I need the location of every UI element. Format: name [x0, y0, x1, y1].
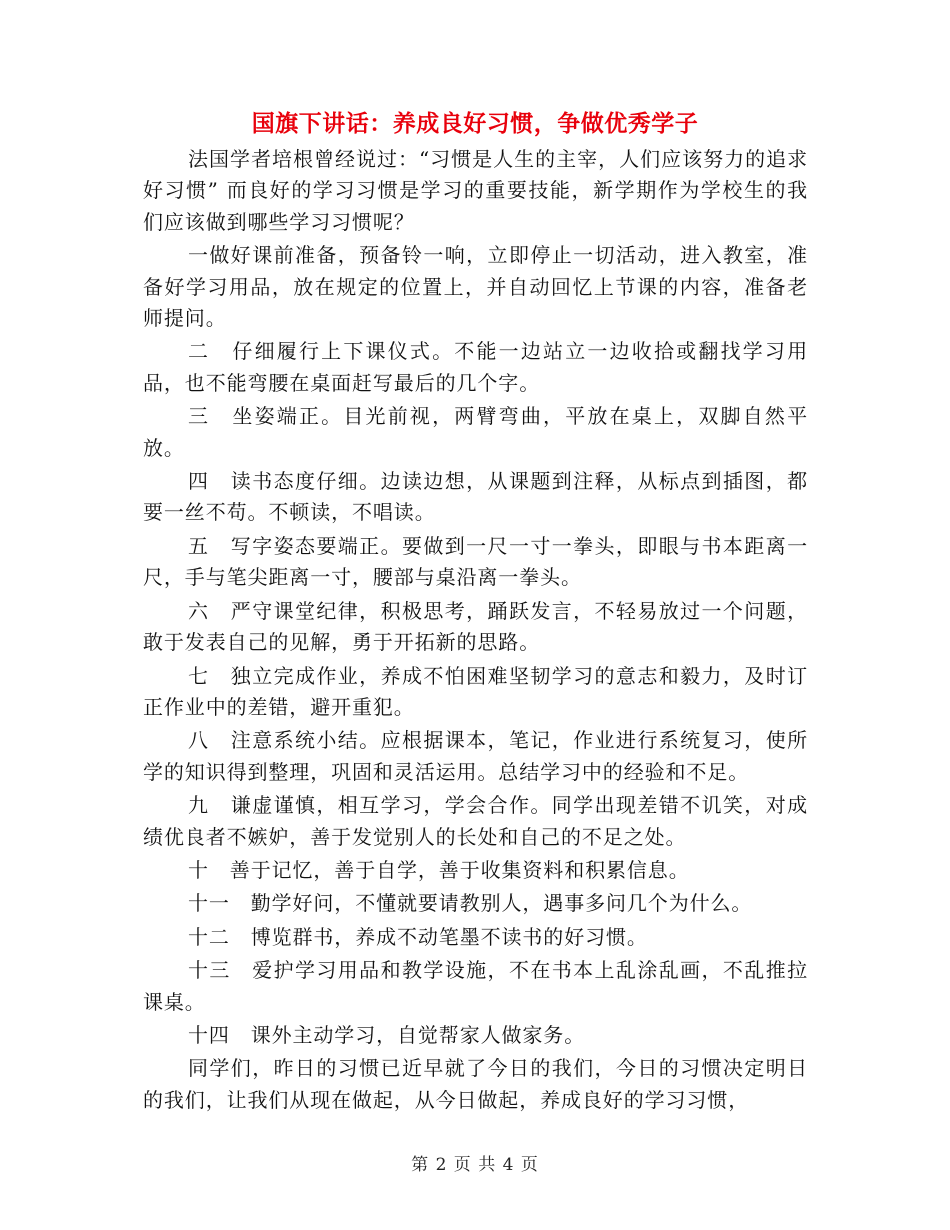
paragraph-item-1: 一做好课前准备，预备铃一响，立即停止一切活动，进入教室，准备好学习用品，放在规定的位置上，并自动回忆上节课的内容，准备老师提问。 [143, 243, 808, 331]
paragraph-item-8: 八 注意系统小结。应根据课本，笔记，作业进行系统复习，使所学的知识得到整理，巩固和灵活运用。总结学习中的经验和不足。 [143, 728, 808, 784]
paragraph-item-6: 六 严守课堂纪律，积极思考，踊跃发言，不轻易放过一个问题，敢于发表自己的见解，勇于开拓新的思路。 [143, 598, 808, 655]
paragraph-item-5: 五 写字姿态要端正。要做到一尺一寸一拳头，即眼与书本距离一尺，手与笔尖距离一寸，腰部与桌沿离一拳头。 [143, 533, 808, 590]
paragraph-item-12: 十二 博览群书，养成不动笔墨不读书的好习惯。 [188, 924, 648, 949]
paragraph-item-2: 二 仔细履行上下课仪式。不能一边站立一边收拾或翻找学习用品，也不能弯腰在桌面赶写最后的几个字。 [143, 339, 808, 395]
paragraph-item-13: 十三 爱护学习用品和教学设施，不在书本上乱涂乱画，不乱推拉课桌。 [143, 958, 808, 1014]
paragraph-closing: 同学们，昨日的习惯已近早就了今日的我们，今日的习惯决定明日的我们，让我们从现在做起，从今日做起，养成良好的学习习惯， [143, 1056, 808, 1112]
document-title: 国旗下讲话：养成良好习惯，争做优秀学子 [251, 110, 699, 137]
paragraph-intro: 法国学者培根曾经说过：“习惯是人生的主宰，人们应该努力的追求好习惯” 而良好的学习习惯是学习的重要技能，新学期作为学校生的我们应该做到哪些学习习惯呢？ [143, 147, 808, 234]
paragraph-item-14: 十四 课外主动学习，自觉帮家人做家务。 [188, 1022, 586, 1047]
page-footer: 第 2 页 共 4 页 [411, 1155, 539, 1175]
paragraph-item-9: 九 谦虚谨慎，相互学习，学会合作。同学出现差错不讥笑，对成绩优良者不嫉妒，善于发觉别人的长处和自己的不足之处。 [143, 793, 808, 849]
paragraph-item-7: 七 独立完成作业，养成不怕困难坚韧学习的意志和毅力，及时订正作业中的差错，避开重犯。 [143, 663, 808, 719]
paragraph-item-3: 三 坐姿端正。目光前视，两臂弯曲，平放在桌上，双脚自然平放。 [143, 404, 808, 460]
paragraph-item-4: 四 读书态度仔细。边读边想，从课题到注释，从标点到插图，都要一丝不苟。不顿读，不唱读。 [143, 469, 808, 525]
paragraph-item-11: 十一 勤学好问，不懂就要请教别人，遇事多问几个为什么。 [188, 891, 753, 916]
paragraph-item-10: 十 善于记忆，善于自学，善于收集资料和积累信息。 [188, 857, 690, 882]
document-body [143, 144, 808, 1118]
